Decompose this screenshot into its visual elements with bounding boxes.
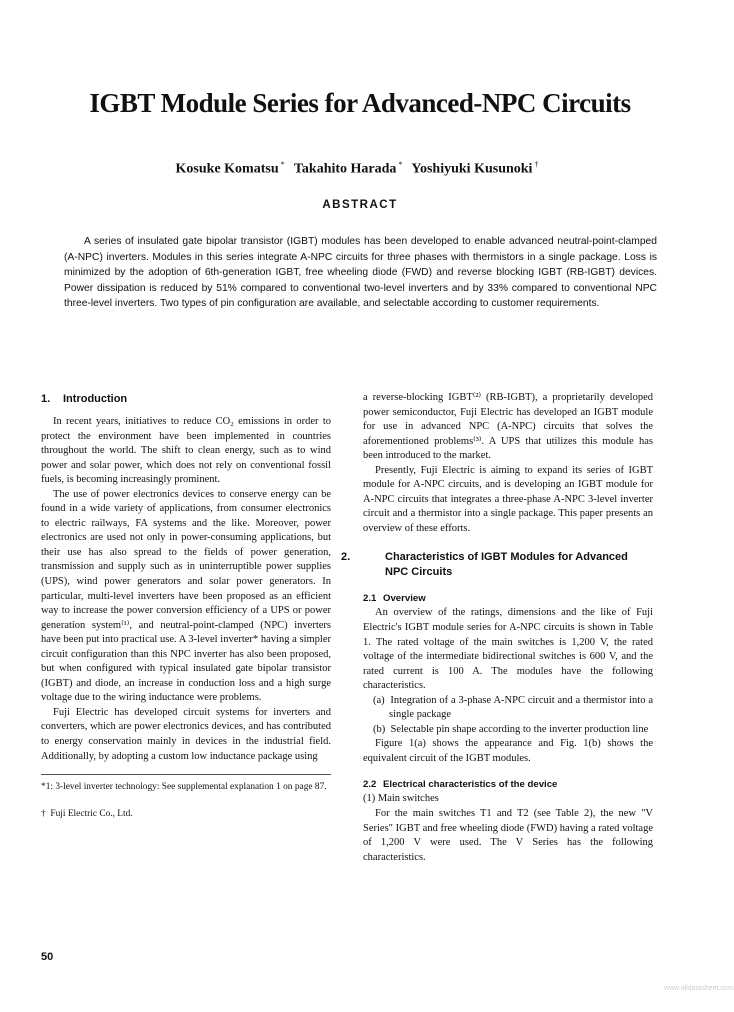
subsection-title: Electrical characteristics of the device [383,779,558,791]
footnote-divider [41,774,331,775]
paragraph: a reverse-blocking IGBT⁽²⁾ (RB-IGBT), a proprietarily developed power semiconductor, Fuji Electric has developed an IGBT module for use in advanced NPC (A-NPC) circuits that solves the aforementioned problems⁽³⁾. A UPS that utilizes this module has been introduced to the market. [363,392,653,462]
abstract-heading: ABSTRACT [322,199,398,211]
paragraph: Presently, Fuji Electric is aiming to expand its series of IGBT module for A-NPC circuits, and is developing an IGBT module for A-NPC circuits that integrates a three-phase A-NPC 3-level inverter circuit and a thermistor into a single package. This paper presents an overview of these efforts. [363,464,653,534]
subsection-number: 2.1 [363,593,377,605]
author-name: Kosuke Komatsu [175,161,279,177]
subsection-number: 2.2 [363,779,377,791]
section-number: 1. [41,393,51,405]
footnote-text: 3-level inverter technology: See supplemental explanation 1 on page 87. [55,782,327,793]
paragraph: An overview of the ratings, dimensions and the like of Fuji Electric's IGBT module series for A-NPC circuits is shown in Table 1. The rated voltage of the main switches is 1,200 V, the rated voltage of the intermediate bidirectional switches is 600 V, and the rated current is 100 A. The modules have the following characteristics. [363,607,653,692]
author-name: Yoshiyuki Kusunoki [411,161,533,177]
page-number: 50 [41,951,54,963]
subsection-heading [363,778,653,792]
list-item [363,723,653,738]
paragraph: For the main switches T1 and T2 (see Table 2), the new "V Series" IGBT and free wheeling diode (FWD) having a rated voltage of 1,200 V were used. The V Series has the following characteristics. [363,808,653,863]
footnote-mark: *1: [41,782,53,793]
affiliation [41,808,331,821]
author-name: Takahito Harada [293,161,397,177]
list-item [363,694,653,723]
paragraph: Fuji Electric has developed circuit systems for inverters and converters, which are power electronics devices, and has contributed to energy conservation mainly in devices in the industrial field. Additionally, by adopting a custom low inductance package using [41,706,331,762]
paragraph: Figure 1(a) shows the appearance and Fig. 1(b) shows the equivalent circuit of the IGBT modules. [363,738,653,764]
author-mark: * [280,160,285,169]
paragraph: The use of power electronics devices to conserve energy can be found in a wide variety of applications, from consumer electronics to electric railways, FA systems and the like. Moreover, power electronics are used not only in power-consuming applications, but their use has also spread to the fields of power generation, transmission and supply such as in uninterruptible power supplies (UPS), wind power generators and solar power generators. In particular, multi-level inverters have been proposed as an efficient way to increase the power conversion efficiency of a UPS or power generation system⁽¹⁾, and neutral-point-clamped (NPC) inverters have been put into practical use. A 3-level inverter* having a simpler circuit configuration than this NPC inverter has also been proposed, but when configured with typical insulated gate bipolar transistor (IGBT) and diode, an increase in conduction loss and a high surge voltage due to the wiring inductance were problems. [41,488,331,704]
list-text: Selectable pin shape according to the inverter production line [390,723,649,735]
paragraph: In recent years, initiatives to reduce CO₂ emissions in order to protect the environment have been implemented in countries throughout the world. The shift to clean energy, such as to wind power and solar power, which does not rely on conventional fossil fuels, is becoming increasingly prominent. [41,416,331,486]
affiliation-mark: † [41,809,46,820]
section-title: Introduction [63,393,128,405]
subsection-heading [363,592,653,606]
author-mark: † [534,160,539,169]
footnote [41,781,331,794]
list-mark: (a) [373,694,385,706]
section-number: 2. [341,551,351,564]
list-text: Integration of a 3-phase A-NPC circuit and a thermistor into a single package [389,694,653,721]
paper-title: IGBT Module Series for Advanced-NPC Circuits [89,88,631,118]
watermark: www.alldatasheet.com [664,985,734,992]
author-list [0,160,720,178]
section-heading [341,550,653,580]
affiliation-text: Fuji Electric Co., Ltd. [50,809,133,820]
author-mark: * [398,160,403,169]
right-column [341,391,653,865]
subsection-title: Overview [383,593,426,605]
list-item: (1) Main switches [363,793,439,805]
left-column [41,392,331,821]
list-mark: (b) [373,723,386,735]
section-heading [41,392,331,407]
abstract-text: A series of insulated gate bipolar transistor (IGBT) modules has been developed to enable advanced neutral-point-clamped (A-NPC) inverters. Modules in this series integrate A-NPC circuits for three phases with thermistors in a single package. Loss is minimized by the adoption of 6th-generation IGBT, free wheeling diode (FWD) and reverse blocking IGBT (RB-IGBT) devices. Power dissipation is reduced by 51% compared to conventional two-level inverters and by 33% compared to conventional NPC three-level inverters. Two types of pin configuration are available, and selectable according to customer requirements. [64,236,657,310]
section-title: Characteristics of IGBT Modules for Advanced NPC Circuits [385,551,628,579]
